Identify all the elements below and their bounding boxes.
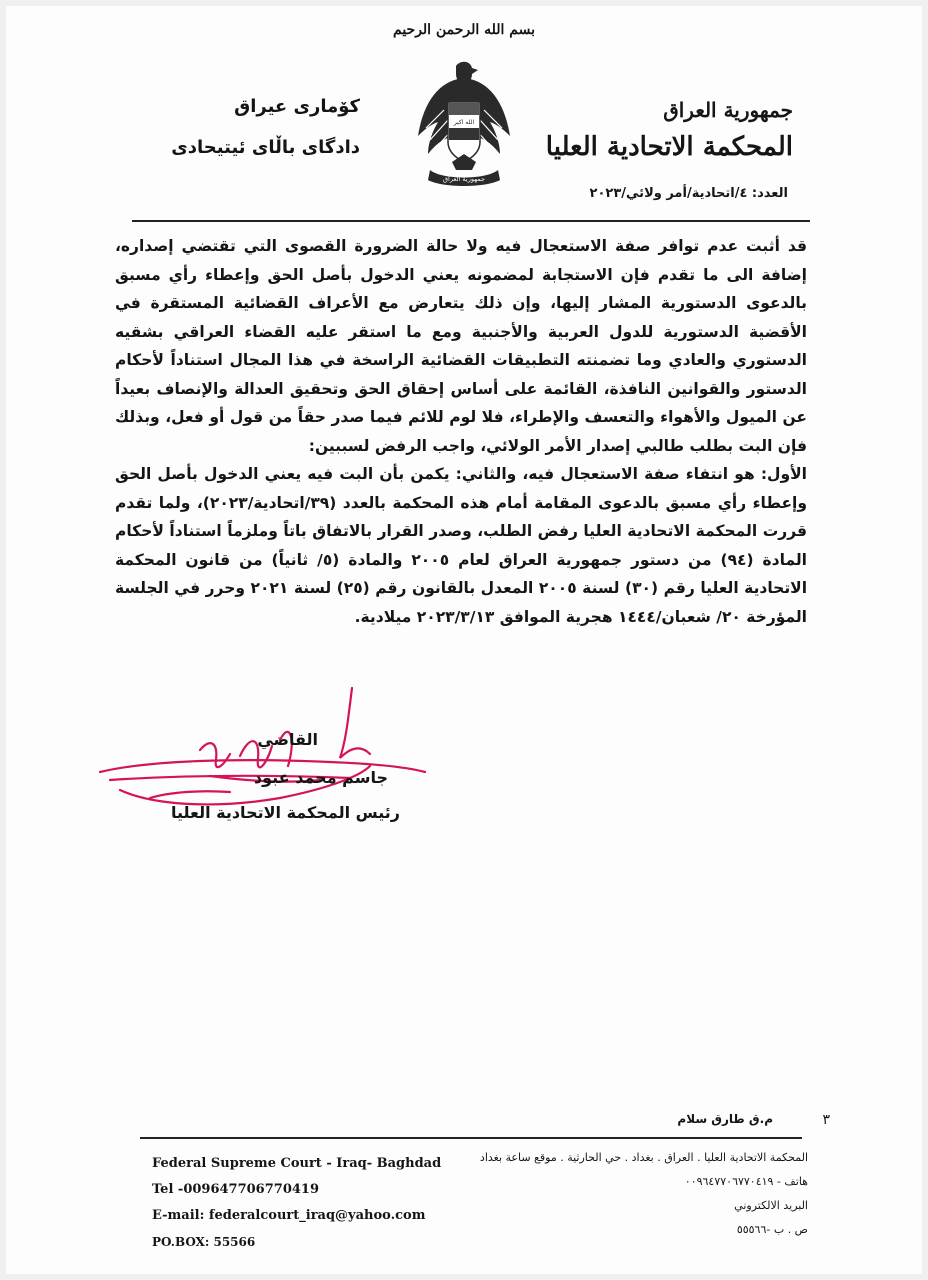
emblem-shield-text: الله اكبر: [453, 119, 475, 126]
decision-body: [115, 232, 807, 631]
footer-phone-ar: هاتف - ٠٠٩٦٤٧٧٠٦٧٧٠٤١٩: [684, 1175, 808, 1188]
footer-arabic: [480, 1146, 808, 1242]
footer-pobox: PO.BOX: 55566: [152, 1235, 256, 1249]
header-arabic: [546, 98, 793, 162]
reference-number: العدد: ٤/اتحادية/أمر ولائي/٢٠٢٣: [589, 186, 788, 201]
body-paragraph: الأول: هو انتفاء صفة الاستعجال فيه، والثاني: يكمن بأن البت فيه يعني الدخول بأصل الحق وإعطاء رأي مسبق بالدعوى المقامة أمام هذه المحكمة بالعدد (٣٩/اتحادية/٢٠٢٣)، ولما تقدم قررت المحكمة الاتحادية العليا رفض الطلب، وصدر القرار بالاتفاق باتاً وملزماً استناداً لأحكام المادة (٩٤) من دستور جمهورية العراق لعام ٢٠٠٥ والمادة (٥/ ثانياً) من قانون المحكمة الاتحادية العليا رقم (٣٠) لسنة ٢٠٠٥ المعدل بالقانون رقم (٢٥) لسنة ٢٠٢١ وحرر في الجلسة المؤرخة ٢٠/ شعبان/١٤٤٤ هجرية الموافق ٢٠٢٣/٣/١٣ ميلادية.: [115, 465, 808, 626]
basmala: بسم الله الرحمن الرحيم: [393, 22, 535, 38]
country-name-ku: كۆماری عیراق: [234, 96, 360, 117]
court-name-ar: المحكمة الاتحادية العليا: [545, 132, 793, 162]
footer-telephone: Tel -009647706770419: [152, 1182, 319, 1197]
court-name-ku: دادگای باڵای ئیتیحادی: [171, 137, 360, 158]
footer-address-ar: المحكمة الاتحادية العليا . العراق . بغداد . حي الحارثية . موقع ساعة بغداد: [479, 1151, 808, 1164]
header-kurdish: [170, 96, 360, 158]
emblem-banner-text: جمهورية العراق: [443, 175, 485, 183]
country-name-ar: جمهورية العراق: [663, 98, 793, 122]
footer-email: E-mail: federalcourt_iraq@yahoo.com: [152, 1208, 426, 1223]
page-number: ٣: [822, 1112, 830, 1128]
signatory-position: رئيس المحكمة الاتحادية العليا: [170, 803, 400, 822]
signatory-name: جاسم محمد عبود: [253, 768, 388, 787]
signatory-title: القاضي: [257, 730, 318, 749]
footer-divider: [140, 1137, 802, 1139]
footer-email-label-ar: البريد الالكتروني: [734, 1199, 808, 1212]
footer-court-name: Federal Supreme Court - Iraq- Baghdad: [152, 1156, 442, 1171]
body-paragraph: قد أثبت عدم توافر صفة الاستعجال فيه ولا حالة الضرورة القصوى التي تقتضي إصداره، إضافة الى ما تقدم فإن الاستجابة لمضمونه يعني الدخول بأصل الحق وإعطاء رأي مسبق بالدعوى الدستورية المشار إليها، وإن ذلك يتعارض مع الأعراف القضائية المستقرة في الأقضية الدستورية للدول العربية والأجنبية ومع ما استقر عليه القضاء العراقي بشقيه الدستوري والعادي وما تضمنته التطبيقات القضائية الراسخة في هذا المجال استناداً لأحكام الدستور والقوانين النافذة، القائمة على أساس إحقاق الحق وتحقيق العدالة والإنصاف بعيداً عن الميول والأهواء والتعسف والإطراء، فلا لوم للائم فيما صدر حقاً من قول أو فعل، وبذلك فإن البت بطلب طالبي إصدار الأمر الولائي، واجب الرفض لسببين:: [115, 237, 807, 455]
iraq-eagle-emblem: [412, 58, 516, 188]
handwritten-signature: [90, 680, 430, 820]
footer-english: [152, 1151, 441, 1255]
footer-pobox-ar: ص . ب -٥٥٥٦٦: [736, 1223, 808, 1236]
header-divider: [132, 220, 810, 222]
drafter-reference: م.ق طارق سلام: [677, 1112, 773, 1126]
